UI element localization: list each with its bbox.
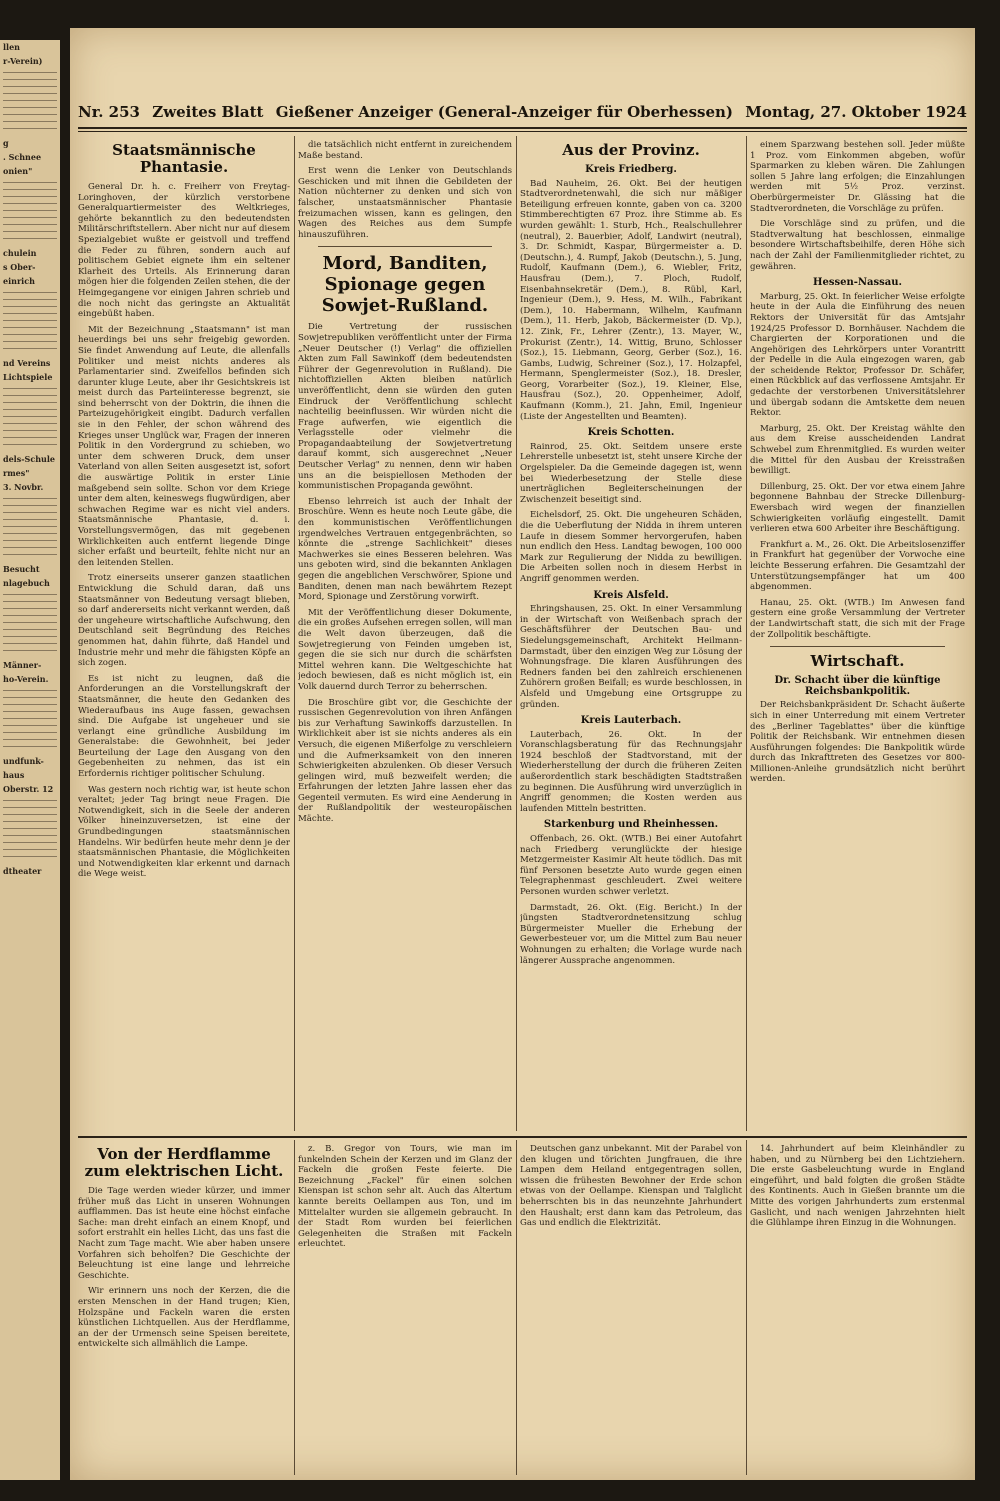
- paragraph: Marburg, 25. Okt. In feierlicher Weise erfolgte heute in der Aula die Einführung des neuen Rektors der Universität für das Amtsjahr 1924/25 Professor D. Bornhäuser. Nachdem die Chargierten der Korporationen und die Angehörigen des Lehrkörpers unter Vorantritt der Pedelle in die Aula eingezogen waren, gab der scheidende Rektor, Professor Dr. Schäfer, einen Rückblick auf das verflossene Amtsjahr. Er gedachte der verstorbenen Universitätslehrer und übergab sodann die Amtskette dem neuen Rektor.: [750, 291, 965, 419]
- text-lines: [3, 690, 57, 750]
- article-staatsmann: [78, 140, 290, 1100]
- fragment: nlagebuch: [3, 578, 50, 588]
- article-provinz: [520, 140, 742, 1100]
- headline: Staatsmännische Phantasie.: [112, 141, 256, 176]
- article-column-four: [750, 140, 965, 1100]
- paragraph: Marburg, 25. Okt. Der Kreistag wählte den aus dem Kreise ausscheidenden Landrat Schwebel zum Ehrenmitglied. Es wurden weiter die Mittel für den Ausbau der Kreisstraßen bewilligt.: [750, 423, 965, 477]
- paragraph: Erst wenn die Lenker von Deutschlands Geschicken und mit ihnen die Gebildeten der Nation nüchterner zu denken und sich von falscher, unstaatsmännischer Phantasie freizumachen wissen, kann es gelingen, den Wagen des Reiches aus dem Sumpfe hinauszuführen.: [298, 166, 512, 240]
- fragment: dels-Schule: [3, 454, 55, 464]
- newspaper-page: [70, 28, 975, 1480]
- column-divider: [746, 1140, 747, 1475]
- fragment: r-Verein): [3, 56, 43, 66]
- headline: Mord, Banditen, Spionage gegen Sowjet-Rußland.: [321, 253, 489, 317]
- masthead: [78, 98, 967, 126]
- article-mord: [298, 140, 512, 1100]
- paragraph: Frankfurt a. M., 26. Okt. Die Arbeitslosenziffer in Frankfurt hat gegenüber der Vorwoche eine leichte Besserung erfahren. Die Gesamtzahl der Unterstützungsempfänger hat um 400 abgenommen.: [750, 539, 965, 593]
- fragment: Besucht: [3, 564, 40, 574]
- text-lines: [3, 292, 57, 352]
- divider: [770, 646, 945, 647]
- fragment: Männer-: [3, 660, 42, 670]
- fragment: 3. Novbr.: [3, 482, 44, 492]
- paragraph: Hanau, 25. Okt. (WTB.) Im Anwesen fand gestern eine große Versammlung der Vertreter der Landwirtschaft statt, die sich mit der Frage der Zollpolitik beschäftigte.: [750, 597, 965, 640]
- paragraph: Ehringshausen, 25. Okt. In einer Versammlung in der Wirtschaft von Weißenbach sprach der Geschäftsführer der Deutschen Bau- und Siedelungsgemeinschaft, Architekt Heilmann-Darmstadt, über den einzigen Weg zur Lösung der Wohnungsfrage. Die klaren Ausführungen des Redners fanden bei den zahlreich erschienenen Zuhörern großen Beifall; es wurde beschlossen, in Alsfeld und Umgebung eine Ortsgruppe zu gründen.: [520, 604, 742, 710]
- section-heading: Kreis Alsfeld.: [593, 589, 669, 601]
- newspaper-title: Gießener Anzeiger (General-Anzeiger für Oberhessen): [275, 103, 734, 121]
- paragraph: Darmstadt, 26. Okt. (Eig. Bericht.) In der jüngsten Stadtverordnetensitzung schlug Bürgermeister Mueller die Erhebung der Gewerbesteuer vor, um die Mittel zum Bau neuer Wohnungen zu erhalten; die Vorlage wurde nach längerer Aussprache angenommen.: [520, 902, 742, 966]
- section-heading: Kreis Lauterbach.: [580, 715, 682, 727]
- fragment: Lichtspiele: [3, 372, 53, 382]
- fragment: rmes": [3, 468, 30, 478]
- section-heading: Kreis Schotten.: [587, 427, 675, 439]
- paragraph: Die Vertretung der russischen Sowjetrepubliken veröffentlicht unter der Firma „Neuer Deutscher (!) Verlag" die offiziellen Akten zum Fall Sawinkoff (dem bedeutendsten Führer der Gegenrevolution in Rußland). Die nichtoffiziellen Akten bleiben natürlich unveröffentlicht, denn sie würden den guten Eindruck der Veröffentlichung schlecht nachteilig beeinflussen. Wir würden nicht die Frage aufwerfen, wie eigentlich die Verlagsstelle oder vielmehr die Propagandaabteilung der Sowjetvertretung darauf kommt, sich ausgerechnet „Neuer Deutscher Verlag" zu nennen, denn wir haben uns an die beispiellosen Methoden der kommunistischen Propaganda gewöhnt.: [298, 322, 512, 492]
- previous-page-edge: [0, 40, 60, 1480]
- paragraph: Mit der Bezeichnung „Staatsmann" ist man heuerdings bei uns sehr freigebig geworden. Sie findet Anwendung auf Leute, die allenfalls Politiker und meist nichts anderes als Parlamentarier sind. Zweifellos befinden sich darunter kluge Leute, aber ihr Gesichtskreis ist meist durch das Parteiinteresse begrenzt, sie sind beherrscht von der Doktrin, die ihnen die Parteizugehörigkeit eingibt. Dadurch verfallen sie in den Fehler, der schon während des Krieges unser Unglück war, Fragen der inneren Politik in den Vordergrund zu schieben, wo unter dem schweren Druck, dem unser Vaterland von allen Seiten ausgesetzt ist, sofort die auswärtige Politik in erster Linie maßgebend sein sollte. Schon vor dem Kriege unter dem alten, keineswegs flugwürdigen, aber schwachen Regime war es nicht viel anders. Staatsmännische Phantasie, d. i. Vorstellungsvermögen, das mit gegebenen Wirklichkeiten auch entfernt liegende Dinge sicher erfaßt und beurteilt, fehlte nicht nur an den leitenden Stellen.: [78, 324, 290, 568]
- section-heading: Kreis Friedberg.: [585, 164, 677, 175]
- paragraph: Wir erinnern uns noch der Kerzen, die die ersten Menschen in der Hand trugen; Kien, Holzspäne und Fackeln waren die ersten künstlichen Lichtquellen. Aus der Herdflamme, an der der Urmensch seine Speisen bereitete, entwickelte sich allmählich die Lampe.: [78, 1286, 290, 1350]
- article-herdflamme-cont: [520, 1144, 742, 1474]
- fragment: haus: [3, 770, 25, 780]
- fragment: einrich: [3, 276, 35, 286]
- paragraph: Die Vorschläge sind zu prüfen, und die Stadtverwaltung hat beschlossen, einmalige besondere Wirtschaftsbeihilfe, deren Höhe sich nach der Zahl der Familienmitglieder richtet, zu gewähren.: [750, 219, 965, 272]
- fragment: ho-Verein.: [3, 674, 49, 684]
- paragraph: Eichelsdorf, 25. Okt. Die ungeheuren Schäden, die die Ueberflutung der Nidda in ihrem unteren Laufe in diesem Sommer hervorgerufen, haben nun endlich den Hess. Landtag bewogen, 100 000 Mark zur Regulierung der Nidda zu bewilligen. Die Arbeiten sollen noch in diesem Herbst in Angriff genommen werden.: [520, 510, 742, 584]
- column-divider: [294, 136, 295, 1131]
- text-lines: [3, 800, 57, 860]
- paragraph: Lauterbach, 26. Okt. In der Voranschlagsberatung für das Rechnungsjahr 1924 beschloß der Stadtvorstand, mit der Wiederherstellung der durch die früheren Zeiten außerordentlich stark beschädigten Stadtstraßen zu beginnen. Die Ausführung wird unverzüglich in Angriff genommen; die Kosten werden aus laufenden Mitteln bestritten.: [520, 729, 742, 814]
- article-herdflamme-cont: [750, 1144, 965, 1474]
- fragment: llen: [3, 42, 20, 52]
- section-heading: Starkenburg und Rheinhessen.: [543, 819, 719, 831]
- paragraph: Bad Nauheim, 26. Okt. Bei der heutigen Stadtverordnetenwahl, die sich nur mäßiger Beteiligung erfreuen konnte, gaben von ca. 3200 Stimmberechtigten 67 Proz. ihre Stimme ab. Es wurden gewählt: 1. Sturb, Hch., Realschullehrer (neutral), 2. Bauerbier, Adolf, Landwirt (neutral), 3. Dr. Schmidt, Kaspar, Bürgermeister a. D. (Deutschn.), 4. Rumpf, Jakob (Deutschn.), 5. Jung, Rudolf, Kaufmann (Dem.), 6. Wiebler, Fritz, Hausfrau (Dem.), 7. Ploch, Rudolf, Eisenbahnsekretär (Dem.), 8. Rübl, Karl, Ingenieur (Dem.), 9. Hess, M. Wilh., Fabrikant (Dem.), 10. Habermann, Wilhelm, Kaufmann (Dem.), 11. Herb, Jakob, Bäckermeister (D. Vp.), 12. Zink, Fr., Lehrer (Zentr.), 13. Mayer, W., Prokurist (Zentr.), 14. Wittig, Bruno, Schlosser (Soz.), 15. Liebmann, Georg, Gerber (Soz.), 16. Gambs, Ludwig, Schreiner (Soz.), 17. Holzapfel, Hermann, Spenglermeister (Soz.), 18. Dresler, Georg, Vorarbeiter (Soz.), 19. Kleiner, Else, Hausfrau (Soz.), 20. Oppenheimer, Adolf, Kaufmann (Komm.), 21. Jahn, Emil, Ingenieur (Liste der Angestellten und Beamten).: [520, 178, 742, 422]
- feuilleton-rule: [78, 1136, 967, 1138]
- paragraph: Es ist nicht zu leugnen, daß die Anforderungen an die Vorstellungskraft der Staatsmänner, die heute den Gedanken des Wiederaufbaus ins Auge fassen, gewachsen sind. Die Aufgabe ist ungeheuer und sie verlangt eine gründliche Ausbildung im Generalstabe: die Gewohnheit, bei jeder Beurteilung der Lage den Ausgang von den Gegebenheiten zu nehmen, das ist ein Erfordernis richtiger politischer Schulung.: [78, 673, 290, 780]
- fragment: undfunk-: [3, 756, 44, 766]
- paragraph: Deutschen ganz unbekannt. Mit der Parabel von den klugen und törichten Jungfrauen, die ihre Lampen dem Heiland entgegentragen sollen, wissen die frühesten Bewohner der Erde schon etwas von der Oellampe. Kienspan und Talglicht beherrschten bis in das neunzehnte Jahrhundert den Haushalt; erst dann kam das Petroleum, das Gas und endlich die Elektrizität.: [520, 1144, 742, 1229]
- masthead-rule: [78, 127, 967, 129]
- article-herdflamme-cont: [298, 1144, 512, 1474]
- fragment: onien": [3, 166, 33, 176]
- headline: Von der Herdflamme zum elektrischen Licht.: [84, 1145, 284, 1180]
- column-divider: [294, 1140, 295, 1475]
- column-divider: [516, 1140, 517, 1475]
- paragraph: z. B. Gregor von Tours, wie man im funkelnden Schein der Kerzen und im Glanz der Fackeln die großen Feste feierte. Die Bezeichnung „Fackel" für einen solchen Kienspan ist schon sehr alt. Auch das Altertum kannte bereits Oellampen aus Ton, und im Mittelalter wurden sie allgemein gebraucht. In der Stadt Rom wurden bei feierlichen Gelegenheiten die Straßen mit Fackeln erleuchtet.: [298, 1144, 512, 1250]
- fragment: g: [3, 138, 9, 148]
- paragraph: einem Sparzwang bestehen soll. Jeder müßte 1 Proz. vom Einkommen abgeben, wofür Sparmarken zu kleben wären. Die Zahlungen sollen 5 Jahre lang erfolgen; die Einzahlungen werden mit 5½ Proz. verzinst. Oberbürgermeister Dr. Glässing hat die Stadtverordneten, die Vorschläge zu prüfen.: [750, 140, 965, 214]
- paragraph: Die Broschüre gibt vor, die Geschichte der russischen Gegenrevolution von ihren Anfängen bis zur Verhaftung Sawinkoffs darzustellen. In Wirklichkeit aber ist sie nichts anderes als ein Versuch, die eigenen Mißerfolge zu verschleiern und die Aufmerksamkeit von den inneren Schwierigkeiten abzulenken. Ob dieser Versuch gelingen wird, muß bezweifelt werden; die Erfahrungen der letzten Jahre lassen eher das Gegenteil vermuten. Es wird eine Aenderung in der Rußlandpolitik der westeuropäischen Mächte.: [298, 697, 512, 825]
- column-divider: [516, 136, 517, 1131]
- issue-number: Nr. 253: [78, 103, 140, 121]
- column-divider: [746, 136, 747, 1131]
- fragment: Oberstr. 12: [3, 784, 54, 794]
- paragraph: General Dr. h. c. Freiherr von Freytag-Loringhoven, der kürzlich verstorbene Generalquartiermeister des Weltkrieges, gehörte bekanntlich zu den bedeutendsten Militärschriftstellern. Aber nicht nur auf diesem Spezialgebiet wußte er geistvoll und treffend die Feder zu führen, sondern auch auf politischem Gebiet eignete ihm ein seltener Klarheit des Urteils. Als Erinnerung daran mögen hier die folgenden Zeilen stehen, die der Heimgegangene vor einigen Jahren schrieb und die noch nicht das geringste an Aktualität eingebüßt haben.: [78, 182, 290, 320]
- fragment: dtheater: [3, 866, 42, 876]
- fragment: . Schnee: [3, 152, 42, 162]
- divider: [318, 246, 492, 247]
- paragraph: Die Tage werden wieder kürzer, und immer früher muß das Licht in unseren Wohnungen aufflammen. Das ist heute eine höchst einfache Sache: man dreht einfach an einem Knopf, und sofort erstrahlt ein helles Licht, das uns fast die Nacht zum Tage macht. Wie aber haben unsere Vorfahren sich beholfen? Die Geschichte der Beleuchtung ist eine lange und lehrreiche Geschichte.: [78, 1186, 290, 1281]
- paragraph: Dillenburg, 25. Okt. Der vor etwa einem Jahre begonnene Bahnbau der Strecke Dillenburg-Ewersbach wird wegen der finanziellen Schwierigkeiten vorläufig eingestellt. Damit verlieren etwa 600 Arbeiter ihre Beschäftigung.: [750, 481, 965, 535]
- paragraph: Offenbach, 26. Okt. (WTB.) Bei einer Autofahrt nach Friedberg verunglückte der hiesige Metzgermeister Kasimir Alt heute tödlich. Das mit fünf Personen besetzte Auto wurde gegen einen Telegraphenmast geschleudert. Zwei weitere Personen wurden schwer verletzt.: [520, 834, 742, 897]
- masthead-rule-thin: [78, 131, 967, 132]
- paragraph: die tatsächlich nicht entfernt in zureichendem Maße bestand.: [298, 140, 512, 161]
- headline: Wirtschaft.: [810, 652, 905, 671]
- paragraph: Mit der Veröffentlichung dieser Dokumente, die ein großes Aufsehen erregen sollen, will man die Welt davon überzeugen, daß die Sowjetregierung von Feinden umgeben ist, gegen die sie sich nur durch die schärfsten Mittel wehren kann. Die Weltgeschichte hat jedoch bewiesen, daß es nicht möglich ist, ein Volk dauernd durch Terror zu beherrschen.: [298, 607, 512, 692]
- paragraph: Trotz einerseits unserer ganzen staatlichen Entwicklung die Schuld daran, daß uns Staatsmänner von Bedeutung versagt blieben, so darf andererseits nicht verkannt werden, daß der ungeheure wirtschaftliche Aufschwung, den Deutschland seit Begründung des Reiches genommen hat, dahin führte, daß Handel und Industrie mehr und mehr die fähigsten Köpfe an sich zogen.: [78, 573, 290, 669]
- section-heading: Hessen-Nassau.: [813, 277, 902, 289]
- issue-date: Montag, 27. Oktober 1924: [745, 103, 967, 121]
- text-lines: [3, 182, 57, 242]
- paragraph: Der Reichsbankpräsident Dr. Schacht äußerte sich in einer Unterredung mit einem Vertreter des „Berliner Tageblattes" über die künftige Politik der Reichsbank. Wir entnehmen diesen Ausführungen folgendes: Die Bankpolitik würde durch das Inkrafttreten des Gesetzes vor 800-Millionen-Anleihe grundsätzlich nicht berührt werden.: [750, 700, 965, 785]
- subheadline: Dr. Schacht über die künftige Reichsbankpolitik.: [774, 675, 941, 697]
- paragraph: Rainrod, 25. Okt. Seitdem unsere erste Lehrerstelle unbesetzt ist, steht unsere Kirche der Orgelspieler. Da die Gemeinde dagegen ist, wenn bei Wiederbesetzung der Stelle diese unerträglichen Begleiterscheinungen der Zwischenzeit beseitigt sind.: [520, 441, 742, 505]
- paragraph: Was gestern noch richtig war, ist heute schon veraltet; jeder Tag bringt neue Fragen. Die Notwendigkeit, sich in die Seele der anderen Völker hineinzuversetzen, ist eine der Grundbedingungen staatsmännischen Handelns. Wir bedürfen heute mehr denn je der staatsmännischen Phantasie, die Möglichkeiten und Notwendigkeiten klar erkennt und darnach die Wege weist.: [78, 784, 290, 880]
- article-herdflamme: [78, 1144, 290, 1474]
- headline: Aus der Provinz.: [562, 141, 700, 159]
- paragraph: Ebenso lehrreich ist auch der Inhalt der Broschüre. Wenn es heute noch Leute gäbe, die den kommunistischen Veröffentlichungen irgendwelches Vertrauen entgegenbrächten, so könnte die „strenge Sachlichkeit" dieses Machwerkes sie eines Besseren belehren. Was uns geboten wird, sind die bekannten Anklagen gegen die angeblichen Verschwörer, Spione und Banditen, denen man nach bewährtem Rezept Mord, Spionage und Zerstörung vorwirft.: [298, 496, 512, 603]
- section-label: Zweites Blatt: [152, 103, 264, 121]
- paragraph: 14. Jahrhundert auf beim Kleinhändler zu haben, und zu Nürnberg bei den Lichtziehern. Die erste Gasbeleuchtung wurde in England eingeführt, und bald folgten die großen Städte des Kontinents. Auch in Gießen brannte um die Mitte des vorigen Jahrhunderts zum erstenmal Gaslicht, und nach wenigen Jahrzehnten hielt die Glühlampe ihren Einzug in die Wohnungen.: [750, 1144, 965, 1229]
- fragment: nd Vereins: [3, 358, 51, 368]
- fragment: chulein: [3, 248, 37, 258]
- text-lines: [3, 498, 57, 558]
- text-lines: [3, 594, 57, 654]
- text-lines: [3, 72, 57, 132]
- fragment: s Ober-: [3, 262, 36, 272]
- text-lines: [3, 388, 57, 448]
